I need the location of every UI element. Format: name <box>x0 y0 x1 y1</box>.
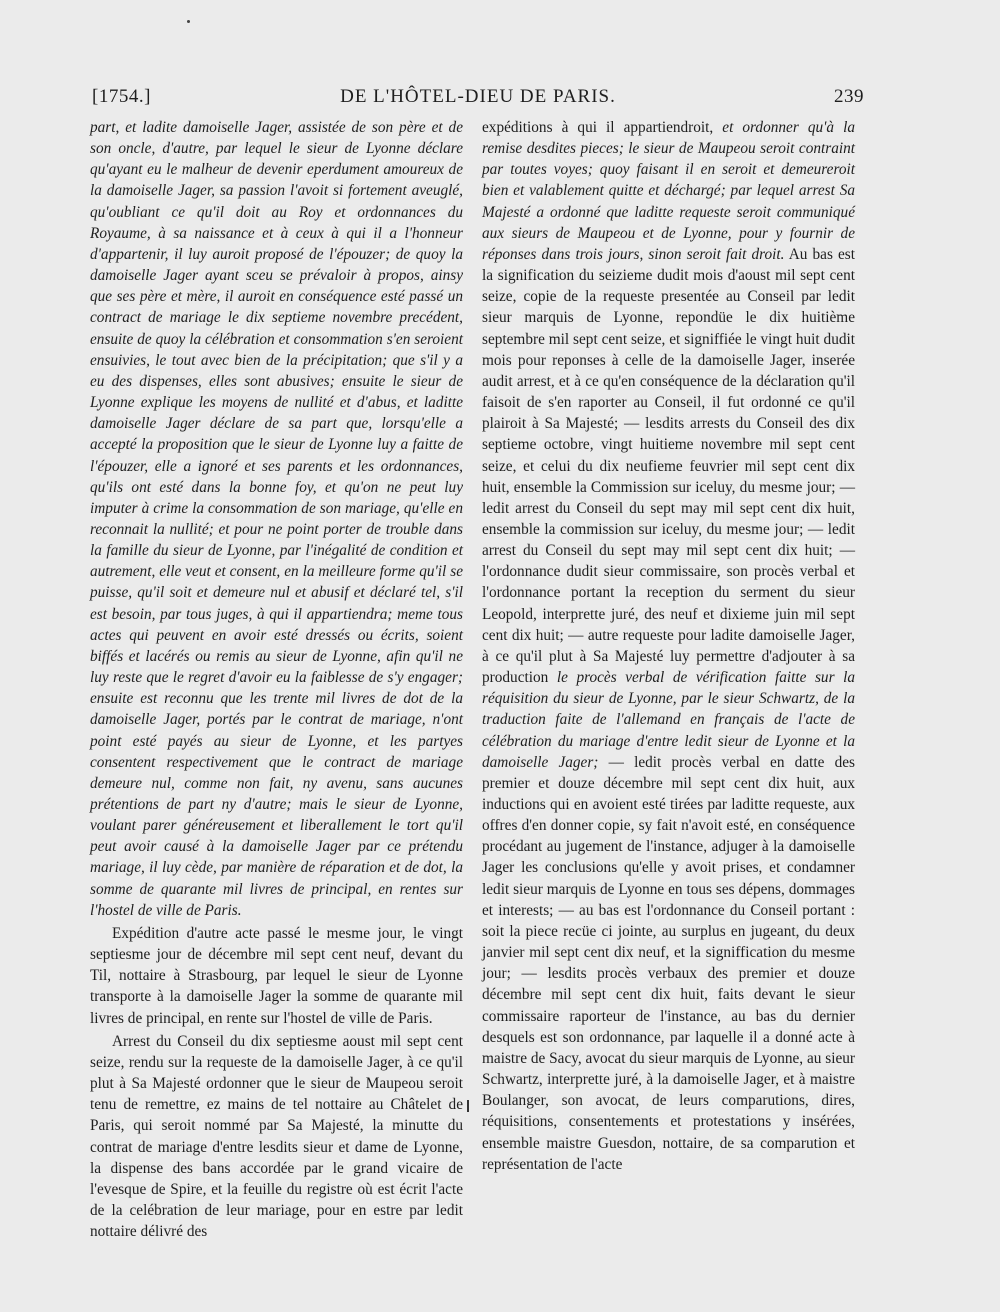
left-paragraph-3: Arrest du Conseil du dix septiesme aoust mil sept cent seize, rendu sur la requeste de la damoiselle Jager, à ce qu'il plut à Sa Majesté ordonner que le sieur de Maupeou seroit tenu de remettre, ez mains de tel nottaire au Châtelet de Paris, qui seroit nommé par Sa Majesté, la minutte du contrat de mariage d'entre lesdits sieur et dame de Lyonne, la dispense des bans accordée par le grand vicaire de l'evesque de Spire, et la feuille du registre où est écrit l'acte de la celébration de leur mariage, pour en estre par ledit nottaire délivré des <box>90 1032 463 1241</box>
running-header <box>92 86 864 114</box>
column-margin-mark <box>467 1100 469 1112</box>
right-paragraph <box>482 117 855 1175</box>
page-number: 239 <box>834 86 864 107</box>
ink-speck <box>187 20 190 23</box>
right-text-2: et ordonner qu'à la remise desdites pieces; le sieur de Maupeou seroit contraint par toutes voyes; quoy faisant il en seroit et demeureroit bien et valablement quitte et déchargé; par lequel arrest Sa Majesté a ordonné que laditte requeste seroit communiqué aux sieurs de Maupeou et de Lyonne, pour y fournir de réponses dans trois jours, sinon seroit fait droit. <box>482 119 856 263</box>
right-text-4: le procès verbal de vérification faitte sur la réquisition du sieur de Lyonne, par le sieur Schwartz, de la traduction faite de l'allemand en français de l'acte de célébration du mariage d'entre ledit sieur de Lyonne et la damoiselle Jager; <box>482 669 855 771</box>
right-text-3: Au bas est la signification du seizieme dudit mois d'aoust mil sept cent seize, copie de la requeste presentée au Conseil par ledit sieur marquis de Lyonne, repondüe le dix huitième septembre mil sept cent seize, et signiffiée le vingt huit dudit mois pour reponses à celle de la damoiselle Jager, inserée audit arrest, et à ce qu'en conséquence de la déclaration qu'il faisoit de s'en raporter au Conseil, il fut ordonné ce qu'il plairoit à Sa Majesté; — lesdits arrests du Conseil des dix septieme octobre, vingt huitieme novembre mil sept cent seize, et celui du dix neufieme feuvrier mil sept cent dix huit, ensemble la Commission sur iceluy, du mesme jour; — ledit arrest du Conseil du sept may mil sept cent dix huit, ensemble la commission sur iceluy, du mesme jour; — ledit arrest du Conseil du sept may mil sept cent dix huit; — l'ordonnance dudit sieur commissaire, son procès verbal et l'ordonnance portant la reception du serment du sieur Leopold, interprette juré, des neuf et dixieme juin mil sept cent dix huit; — autre requeste pour ladite damoiselle Jager, à ce qu'il plut à Sa Majesté luy permettre d'adjouter à sa production <box>482 245 855 687</box>
right-column <box>482 117 855 1175</box>
left-paragraph-1: part, et ladite damoiselle Jager, assistée de son père et de son oncle, d'autre, par lequel le sieur de Lyonne déclare qu'ayant eu le malheur de devenir eperdument amoureux de la damoiselle Jager, sa passion l'avoit si fortement aveuglé, qu'oubliant ce qu'il doit au Roy et ordonnances du Royaume, à sa naissance et à ceux à qui il a l'honneur d'appartenir, il luy auroit proposé de l'épouzer; de quoy la damoiselle Jager ayant sceu se prévaloir à propos, ainsy que ses père et mère, il auroit en conséquence esté passé un contract de mariage le dix septieme novembre precédent, ensuite de quoy la célébration et consommation s'en seroient ensuivies, le tout avec bien de la précipitation; que s'il y a eu des dispenses, elles sont abusives; ensuite le sieur de Lyonne explique les moyens de nullité et d'abus, et laditte damoiselle Jager déclare de sa part que, lorsqu'elle a accepté la proposition que le sieur de Lyonne luy a faitte de l'épouzer, elle a ignoré et ses parents et les ordonnances, qu'ils ont esté dans la bonne foy, et qu'on ne peut luy imputer à crime la consommation de son mariage, qu'elle en reconnait la nullité; et pour ne point porter de trouble dans la famille du sieur de Lyonne, par l'inégalité de condition et autrement, elle veut et consent, en la meilleure forme qu'il se puisse, qu'il soit et demeure nul et abusif et déclaré tel, s'il est besoin, par tous juges, à qui il appartiendra; meme tous actes qui peuvent en avoir esté dressés ou écrits, soient biffés et lacérés ou remis au sieur de Lyonne, afin qu'il ne luy reste que le regret d'avoir eu la faiblesse de s'y engager; ensuite est reconnu que les trente mil livres de dot de la damoiselle Jager, portés par le contrat de mariage, n'ont point esté payés au sieur de Lyonne, et les partyes consentent respectivement que le contract de mariage demeure nul, comme non fait, ny avenu, sans aucunes prétentions de part ny d'autre; mais le sieur de Lyonne, voulant parer généreusement et liberallement le tort qu'il peut avoir causé à la damoiselle Jager par ce prétendu mariage, il luy cède, par manière de réparation et de dot, la somme de quarante mil livres de principal, en rentes sur l'hostel de ville de Paris. <box>90 119 463 919</box>
right-text-1: expéditions à qui il appartiendroit, <box>482 119 723 136</box>
left-paragraph-2: Expédition d'autre acte passé le mesme jour, le vingt septiesme jour de décembre mil sept cent neuf, devant du Til, nottaire à Strasbourg, par lequel le sieur de Lyonne transporte à la damoiselle Jager la somme de quarante mil livres de principal, en rente sur l'hostel de ville de Paris. <box>90 924 463 1027</box>
header-year: [1754.] <box>92 86 151 107</box>
left-column <box>90 117 463 1242</box>
header-title: DE L'HÔTEL-DIEU DE PARIS. <box>340 86 616 107</box>
right-text-5: — ledit procès verbal en datte des premier et douze décembre mil sept cent dix huit, aux inductions qui en avoient esté tirées par laditte requeste, aux offres d'en donner copie, sy fait n'avoit esté, en conséquence procédant au jugement de l'instance, adjuger à la damoiselle Jager les conclusions qu'elle y avoit prises, et condamner ledit sieur marquis de Lyonne en tous ses dépens, dommages et interests; — au bas est l'ordonnance du Conseil portant : soit la piece recüe ci jointe, au surplus en jugeant, du deux janvier mil sept cent dix neuf, et la signiffication du mesme jour; — lesdits procès verbaux des premier et douze décembre mil sept cent dix huit, faits devant le sieur commissaire raporteur de l'instance, au bas du dernier desquels est son ordonnance, par laquelle il a donné acte à maistre de Sacy, avocat du sieur marquis de Lyonne, au sieur Schwartz, interprette juré, à la damoiselle Jager, et à maistre Boulanger, son avocat, de leurs comparutions, dires, réquisitions, consentements et protestations y insérées, ensemble maistre Guesdon, nottaire, de sa comparution et représentation de l'acte <box>482 753 855 1173</box>
